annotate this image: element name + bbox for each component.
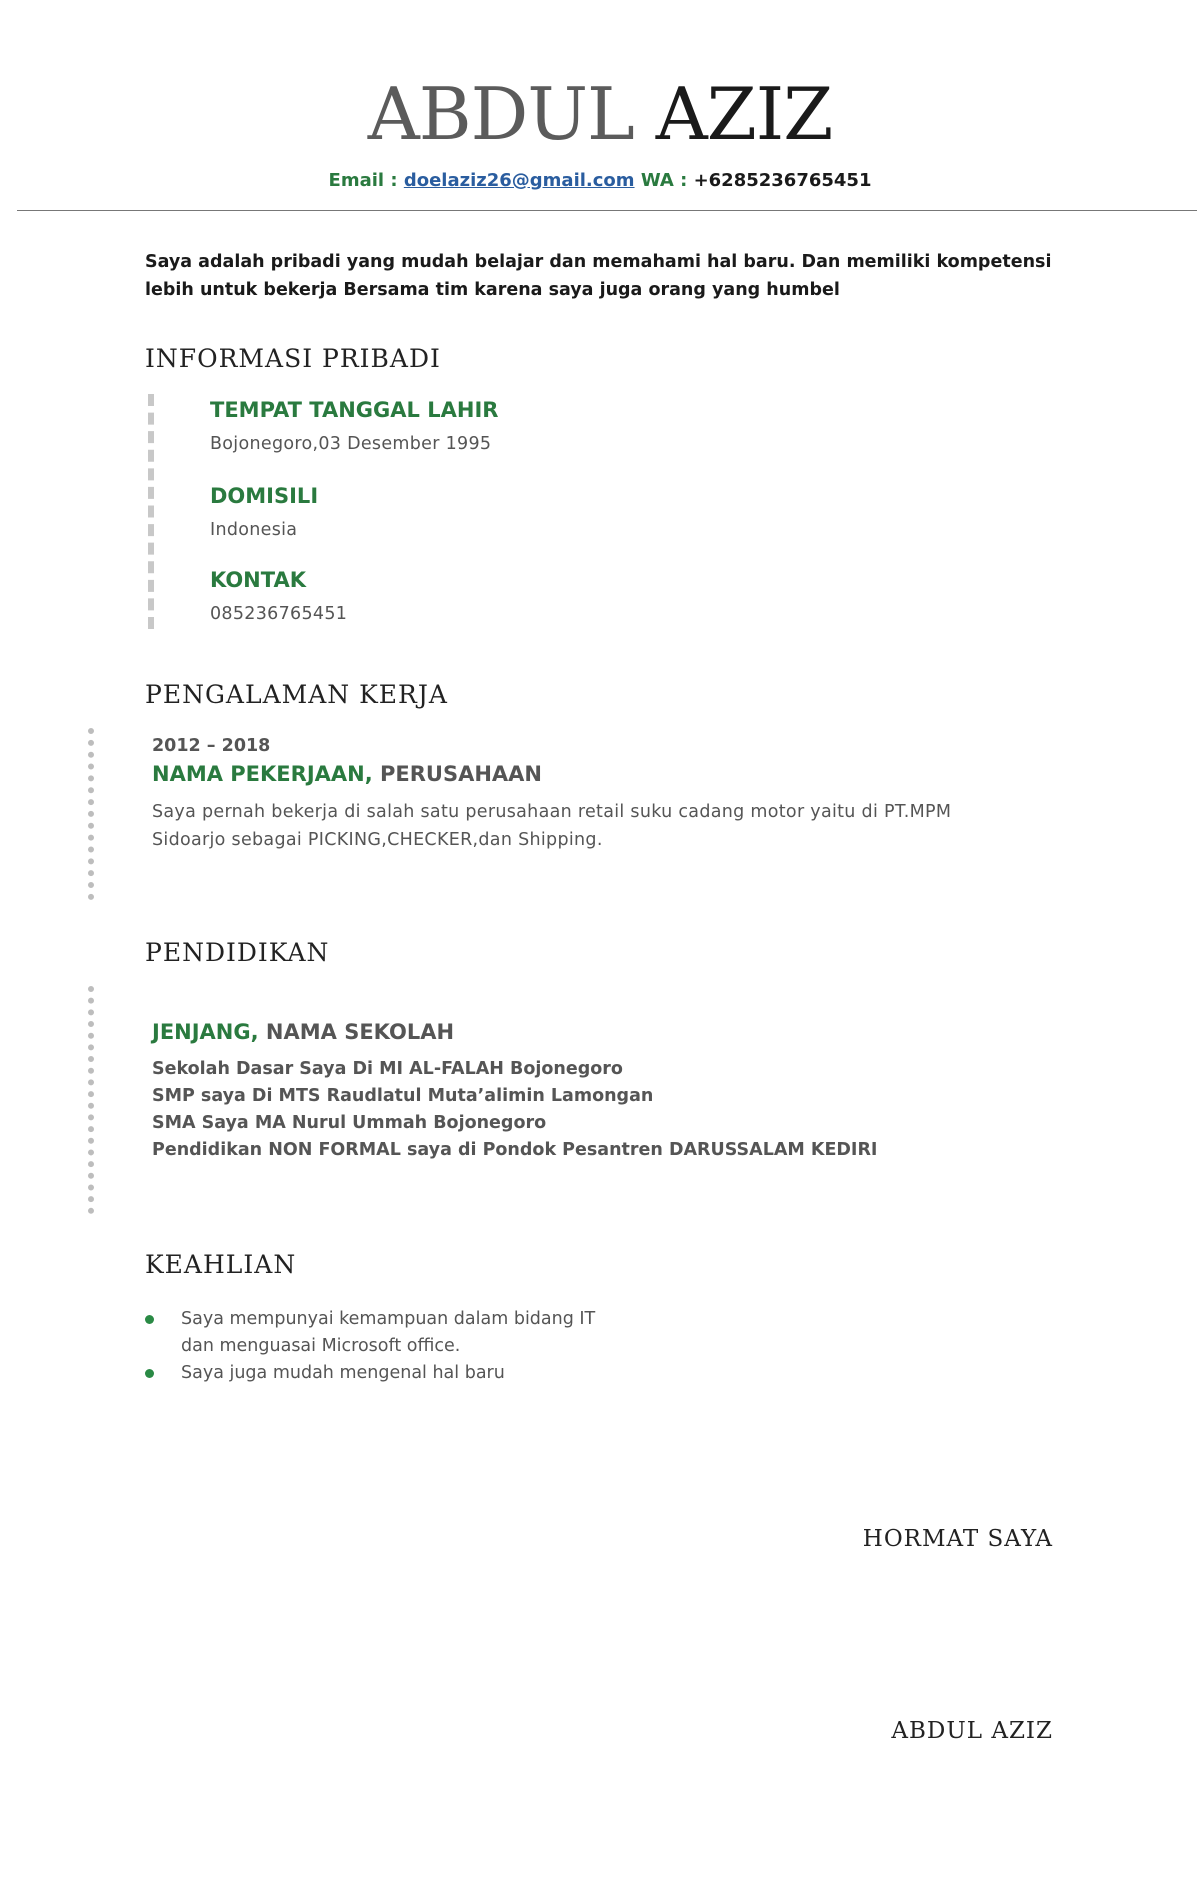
domicile-label: DOMISILI — [210, 484, 319, 508]
bullet-icon — [145, 1369, 154, 1378]
company-name: PERUSAHAAN — [380, 762, 542, 786]
education-bar — [88, 986, 94, 1214]
education-heading: PENDIDIKAN — [145, 938, 330, 967]
signature-name: ABDUL AZIZ — [891, 1718, 1053, 1744]
skill-item — [145, 1306, 595, 1360]
personal-info-heading: INFORMASI PRIBADI — [145, 344, 441, 373]
resume-name — [0, 72, 1200, 156]
contact-line — [0, 170, 1200, 191]
contact-value: 085236765451 — [210, 604, 348, 624]
education-item: Sekolah Dasar Saya Di MI AL-FALAH Bojonegoro — [152, 1059, 623, 1079]
email-link[interactable]: doelaziz26@gmail.com — [403, 170, 635, 191]
experience-description — [152, 798, 951, 854]
email-label: Email : — [328, 170, 398, 191]
first-name: ABDUL — [367, 72, 634, 156]
skills-list — [145, 1306, 595, 1387]
last-name: AZIZ — [655, 72, 833, 156]
experience-line: Saya pernah bekerja di salah satu perusahaan retail suku cadang motor yaitu di PT.MPM — [152, 802, 952, 822]
wa-number: +6285236765451 — [693, 170, 872, 191]
education-item: SMA Saya MA Nurul Ummah Bojonegoro — [152, 1113, 547, 1133]
skill-text: Saya mempunyai kemampuan dalam bidang IT — [181, 1309, 596, 1329]
experience-line: Sidoarjo sebagai PICKING,CHECKER,dan Shipping. — [152, 830, 603, 850]
education-item: Pendidikan NON FORMAL saya di Pondok Pesantren DARUSSALAM KEDIRI — [152, 1140, 878, 1160]
skill-text-continued: dan menguasai Microsoft office. — [181, 1336, 461, 1356]
skills-heading: KEAHLIAN — [145, 1250, 297, 1279]
skill-text: Saya juga mudah mengenal hal baru — [181, 1363, 505, 1383]
education-item: SMP saya Di MTS Raudlatul Muta’alimin Lamongan — [152, 1086, 654, 1106]
skill-item — [145, 1360, 595, 1387]
wa-label: WA : — [640, 170, 688, 191]
contact-label: KONTAK — [210, 568, 306, 592]
job-title: NAMA PEKERJAAN, — [152, 762, 373, 786]
experience-bar — [88, 728, 94, 900]
experience-heading: PENGALAMAN KERJA — [145, 680, 448, 709]
experience-period: 2012 – 2018 — [152, 736, 271, 756]
school-label: NAMA SEKOLAH — [265, 1020, 455, 1044]
education-subheading — [152, 1020, 454, 1044]
summary-text: Saya adalah pribadi yang mudah belajar dan memahami hal baru. Dan memiliki kompetensi lebih untuk bekerja Bersama tim karena saya juga orang yang humbel — [145, 252, 1052, 300]
job-heading — [152, 762, 542, 786]
birth-value: Bojonegoro,03 Desember 1995 — [210, 434, 492, 454]
birth-label: TEMPAT TANGGAL LAHIR — [210, 398, 499, 422]
domicile-value: Indonesia — [210, 520, 298, 540]
regards-text: HORMAT SAYA — [862, 1526, 1053, 1552]
personal-info-bar — [148, 394, 154, 629]
level-label: JENJANG, — [152, 1020, 259, 1044]
education-list — [152, 1056, 877, 1164]
bullet-icon — [145, 1315, 154, 1324]
header-divider — [17, 210, 1197, 211]
